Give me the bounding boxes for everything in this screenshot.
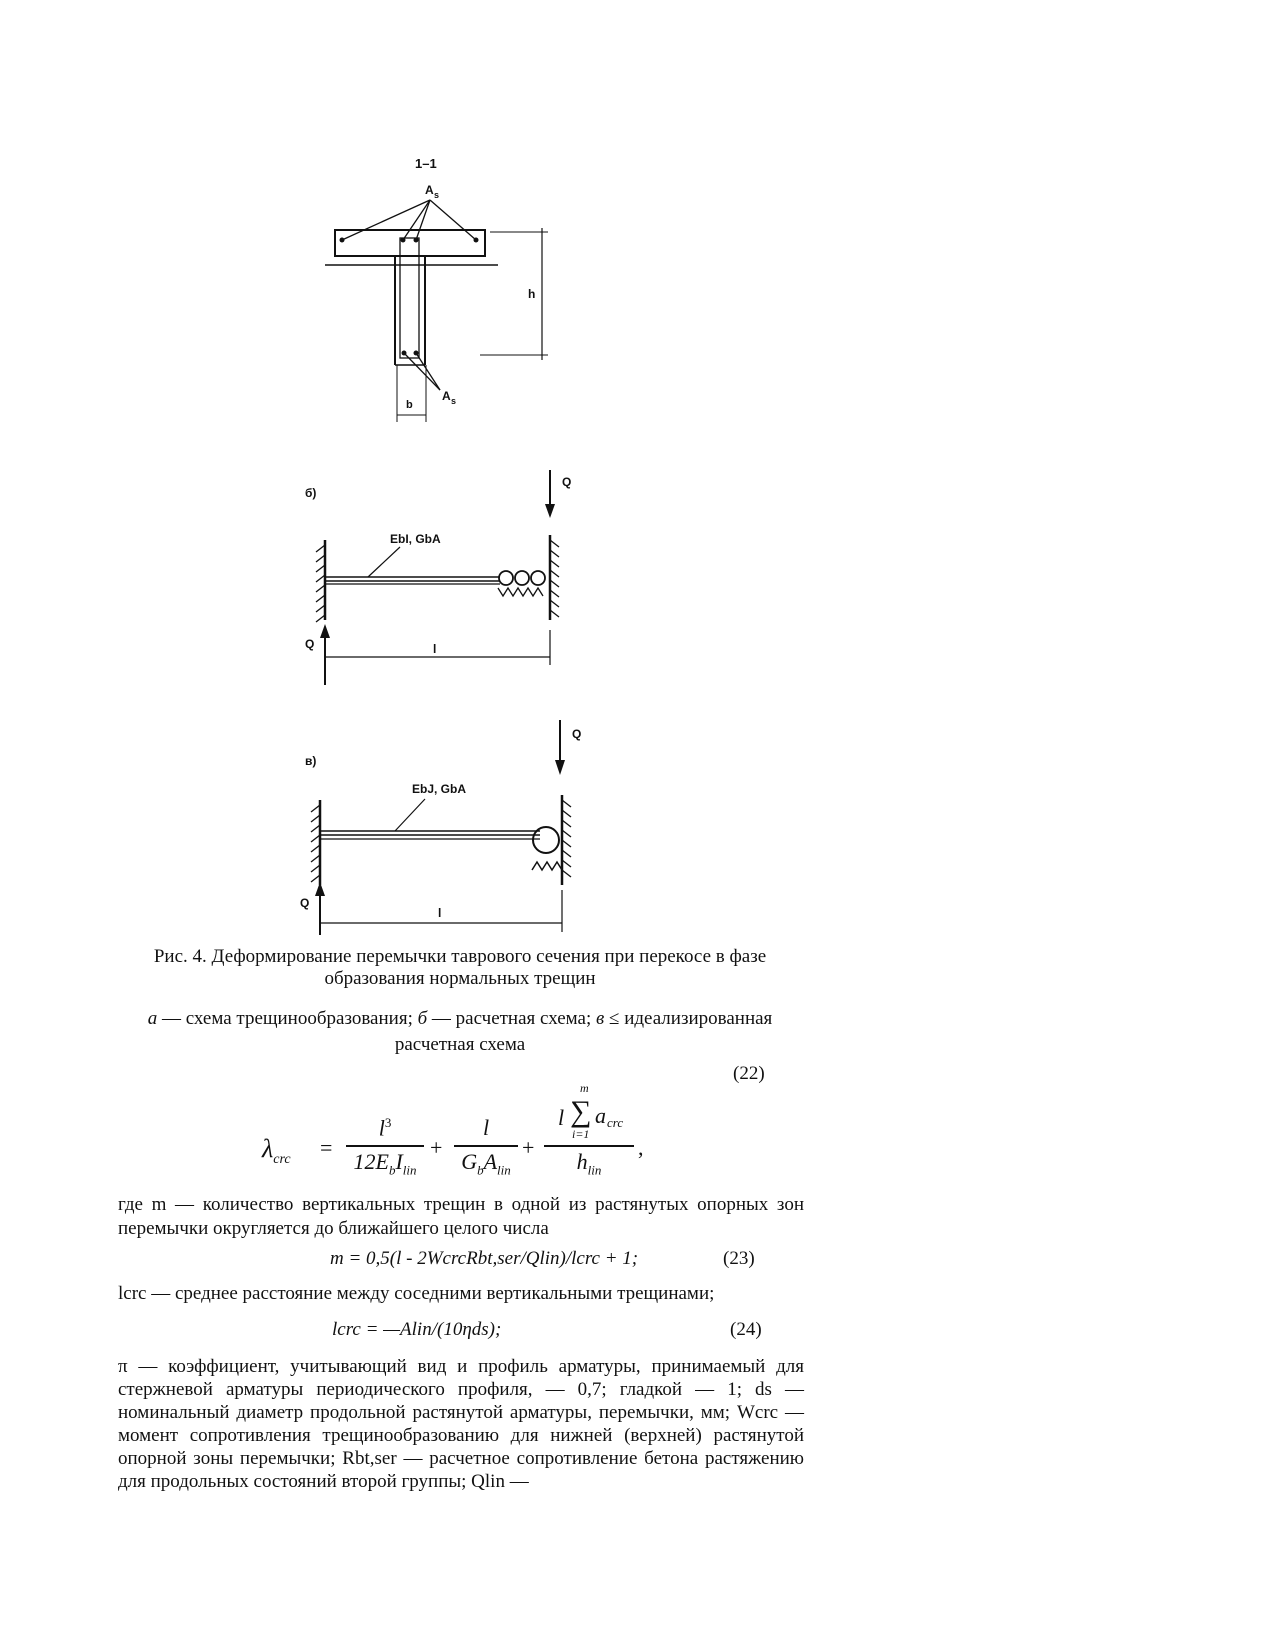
eq22-term3-den: $h_{lin}$: [576, 1149, 602, 1178]
eq22-term1-den: $12E_bI_{lin}$: [353, 1149, 417, 1178]
stiffness-label-v: EbJ, GbA: [412, 782, 467, 796]
flange: [335, 230, 485, 256]
span-label-v: l: [438, 906, 442, 920]
as-top-label: A: [425, 183, 434, 197]
eq22-lhs: $\lambda_{crc}$: [262, 1134, 291, 1168]
legend-line1: а — схема трещинообразования; б — расчетная схема; в ≤ идеализированная: [147, 1008, 773, 1029]
equation-23: m = 0,5(l - 2WcrcRbt,ser/Qlin)/lcrc + 1;: [330, 1248, 639, 1269]
as-top-sub: s: [434, 190, 440, 200]
eq22-number: (22): [733, 1063, 765, 1084]
force-q-top-label: Q: [562, 475, 572, 489]
figure-caption: [110, 946, 810, 990]
caption-line1: Рис. 4. Деформирование перемычки таврового сечения при перекосе в фазе: [153, 946, 767, 967]
paragraph-1: где m — количество вертикальных трещин в одной из растянутых опорных зон перемычки округляется до ближайшего целого числа: [118, 1194, 804, 1239]
span-label-b: l: [433, 642, 437, 656]
as-bottom-label: A: [442, 389, 451, 403]
panel-b-figure: [300, 470, 600, 690]
t-section-figure: [320, 150, 580, 450]
paragraph-3: π — коэффициент, учитывающий вид и профиль арматуры, принимаемый для стержневой арматуры периодического профиля, — 0,7; гладкой — 1; ds — номинальный диаметр продольной растянутой арматуры, перемычки, мм; Wcrc — момент сопротивления трещинообразованию для нижней (верхней) растянутой опорной зоны перемычки; Rbt,ser — расчетное сопротивление бетона растяжению для продольных состояний второй группы; Qlin —: [118, 1356, 804, 1492]
eq22-term1-num: $l^3$: [378, 1115, 392, 1141]
force-q-top-label-v: Q: [572, 727, 582, 741]
panel-v-label: в): [305, 754, 317, 768]
equation-22: $\lambda_{crc}$ = $l^3$ $12E_bI_{lin}$ + l $G_bA_{lin}$ + l m ∑ i=1 a crc $h_{lin}$ ,: [262, 1081, 644, 1178]
svg-text:s: s: [451, 396, 457, 406]
caption-line2: образования нормальных трещин: [324, 968, 596, 989]
equation-24: lcrc = —Alin/(10ηds);: [332, 1319, 502, 1340]
force-q-bottom-label: Q: [305, 637, 315, 651]
force-q-bottom-label-v: Q: [300, 896, 310, 910]
panel-b-label: б): [305, 486, 317, 500]
stiffness-label-b: EbI, GbA: [390, 532, 441, 546]
eq22-term2-den: $G_bA_{lin}$: [461, 1149, 511, 1178]
section-label: 1–1: [415, 156, 437, 171]
dim-b-label: b: [406, 399, 413, 411]
paragraph-2: lcrc — среднее расстояние между соседними вертикальными трещинами;: [118, 1283, 715, 1304]
figure-legend: [110, 1006, 810, 1058]
eq23-number: (23): [723, 1248, 755, 1269]
dim-h-label: h: [528, 287, 536, 301]
eq22-term2-num: l: [482, 1115, 490, 1140]
eq24-number: (24): [730, 1319, 762, 1340]
legend-line2: расчетная схема: [394, 1034, 526, 1055]
panel-v-figure: [300, 720, 600, 940]
eq22-term3-num: l m ∑ i=1 a crc: [558, 1081, 624, 1141]
